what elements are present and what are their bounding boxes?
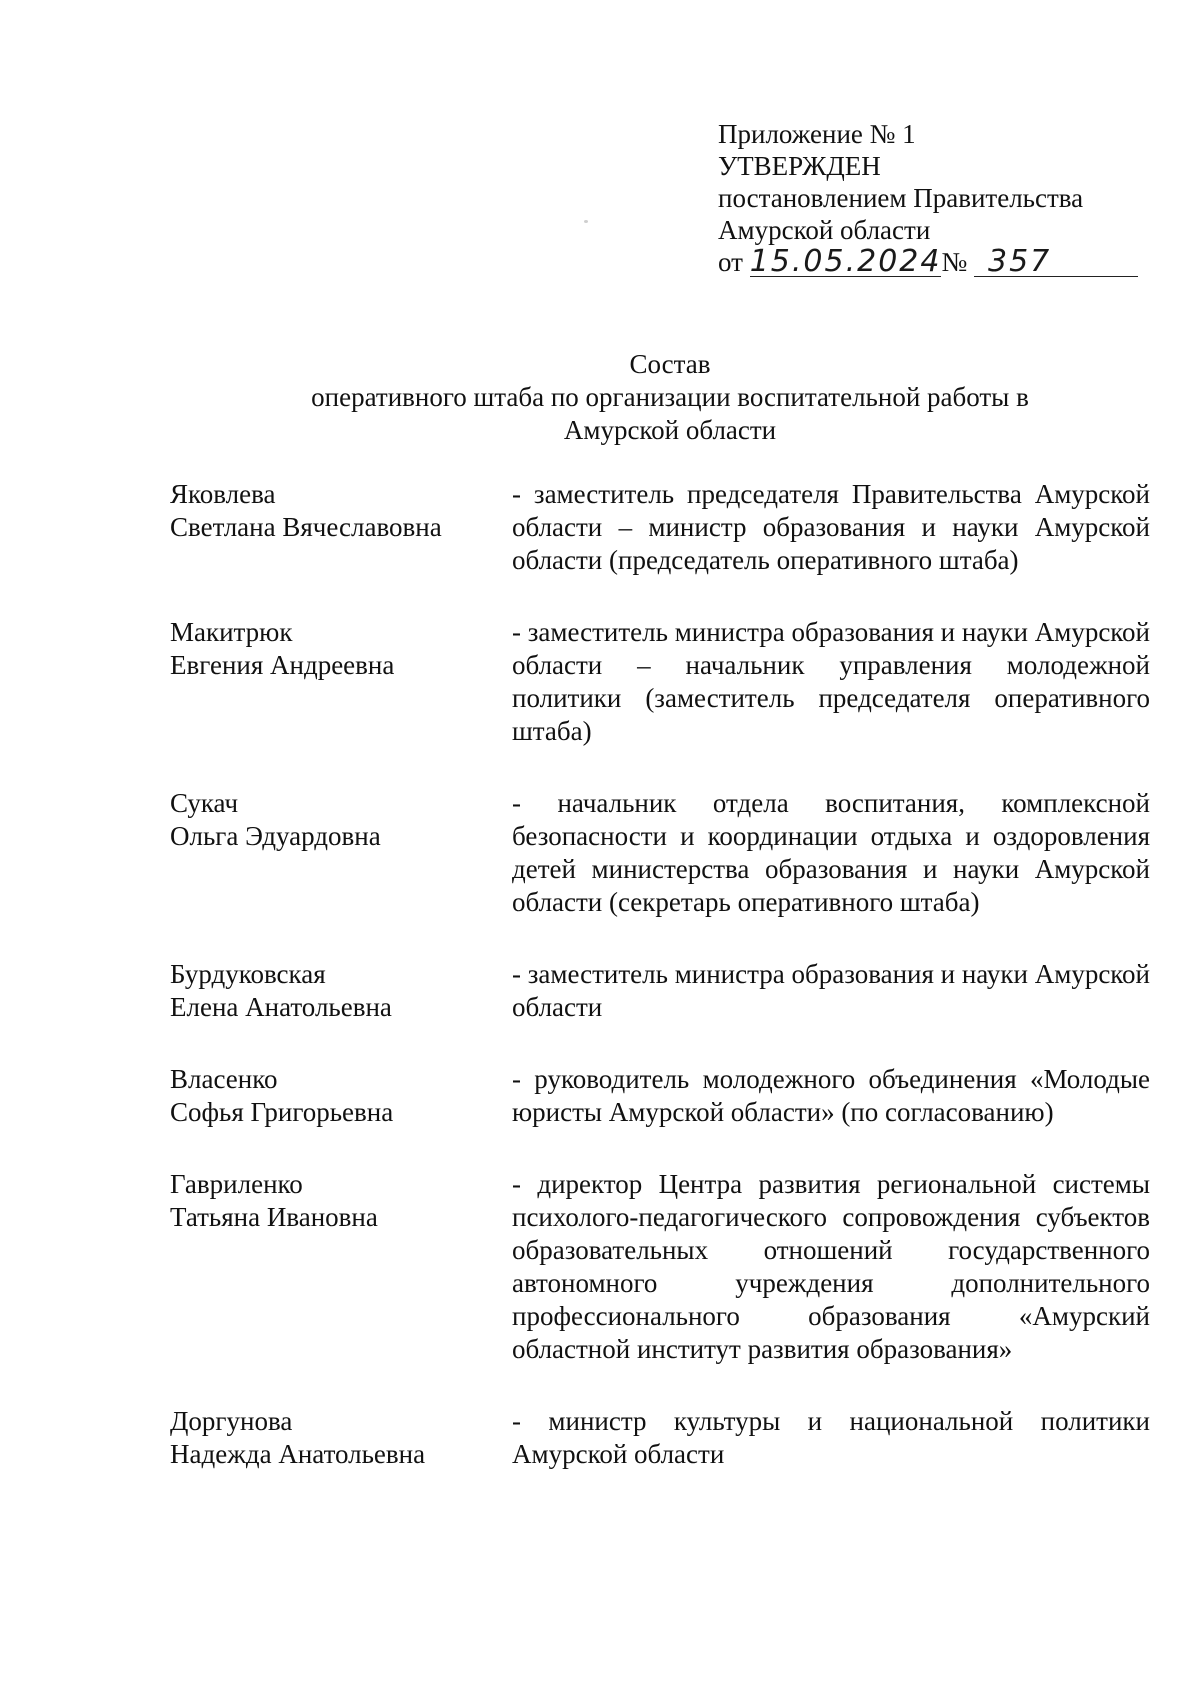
- member-row: [170, 478, 1155, 577]
- member-given-names: Светлана Вячеславовна: [170, 512, 442, 542]
- member-given-names: Софья Григорьевна: [170, 1097, 394, 1127]
- member-surname: Власенко: [170, 1064, 278, 1094]
- member-name: [170, 958, 512, 1024]
- member-surname: Гавриленко: [170, 1169, 303, 1199]
- member-given-names: Ольга Эдуардовна: [170, 821, 381, 851]
- member-surname: Доргунова: [170, 1406, 293, 1436]
- member-role: - руководитель молодежного объединения «Молодые юристы Амурской области» (по согласованию): [512, 1064, 1150, 1127]
- member-role: - директор Центра развития региональной системы психолого-педагогического сопровождения субъектов образовательных отношений государственного автономного учреждения дополнительного профессионального образования «Амурский областной институт развития образования»: [512, 1169, 1150, 1364]
- heading-subtitle-line2: Амурской области: [563, 415, 777, 445]
- member-name: [170, 787, 512, 853]
- handwritten-number: 357: [974, 248, 1138, 277]
- heading-title: Состав: [629, 349, 711, 379]
- member-name: [170, 1063, 512, 1129]
- member-role: - заместитель министра образования и науки Амурской области: [512, 959, 1150, 1022]
- member-given-names: Евгения Андреевна: [170, 650, 395, 680]
- date-prefix: от: [718, 247, 743, 277]
- scan-speck: [584, 220, 588, 223]
- member-surname: Бурдуковская: [170, 959, 326, 989]
- member-given-names: Елена Анатольевна: [170, 992, 392, 1022]
- appendix-label: Приложение № 1: [718, 119, 916, 149]
- number-sign: №: [941, 247, 968, 277]
- member-row: [170, 1063, 1155, 1129]
- date-number-line: [718, 246, 1138, 278]
- member-name: [170, 1405, 512, 1471]
- members-list: [170, 478, 1155, 1471]
- member-row: [170, 616, 1155, 748]
- member-surname: Яковлева: [170, 479, 276, 509]
- member-surname: Сукач: [170, 788, 239, 818]
- decree-label: постановлением Правительства: [718, 183, 1084, 213]
- member-row: [170, 787, 1155, 919]
- member-row: [170, 1405, 1155, 1471]
- member-row: [170, 958, 1155, 1024]
- member-role: - заместитель министра образования и науки Амурской области – начальник управления молодежной политики (заместитель председателя оперативного штаба): [512, 617, 1150, 746]
- member-name: [170, 478, 512, 544]
- member-role: - заместитель председателя Правительства Амурской области – министр образования и науки Амурской области (председатель оперативного штаба): [512, 479, 1150, 575]
- member-role: - начальник отдела воспитания, комплексной безопасности и координации отдыха и оздоровления детей министерства образования и науки Амурской области (секретарь оперативного штаба): [512, 788, 1150, 917]
- handwritten-date: 15.05.2024: [749, 244, 942, 279]
- heading-subtitle-line1: оперативного штаба по организации воспитательной работы в: [311, 382, 1029, 412]
- document-heading: [160, 348, 1180, 447]
- member-name: [170, 1168, 512, 1234]
- approved-label: УТВЕРЖДЕН: [718, 151, 881, 181]
- member-name: [170, 616, 512, 682]
- member-role: - министр культуры и национальной политики Амурской области: [512, 1406, 1150, 1469]
- member-given-names: Надежда Анатольевна: [170, 1439, 426, 1469]
- member-row: [170, 1168, 1155, 1366]
- region-label: Амурской области: [718, 215, 931, 245]
- member-given-names: Татьяна Ивановна: [170, 1202, 378, 1232]
- approval-block: [718, 118, 1138, 278]
- member-surname: Макитрюк: [170, 617, 293, 647]
